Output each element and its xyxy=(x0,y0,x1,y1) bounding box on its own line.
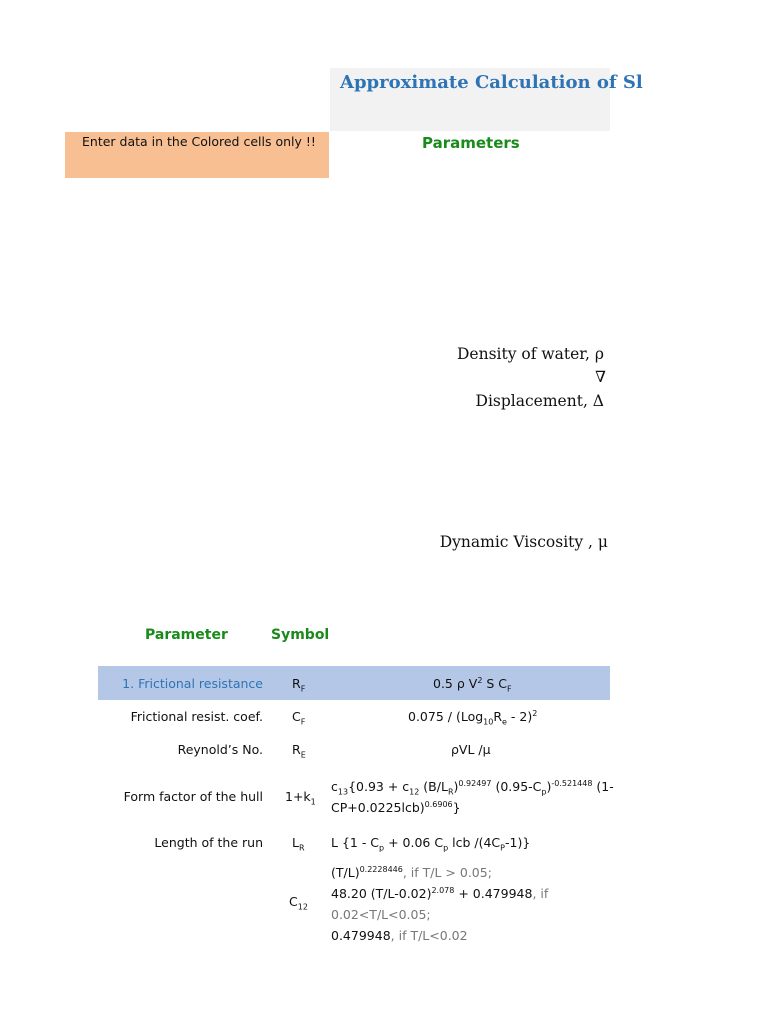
row-label-reynolds: Reynold’s No. xyxy=(177,742,263,757)
formula-lr: L {$1 - C_p + 0.06$ $C_p$ lcb $/(4C_P-1)$} xyxy=(331,835,531,853)
title-band xyxy=(330,68,643,131)
sheet-title: Approximate Calculation of Sl xyxy=(340,72,643,93)
formula-cf: $0.075 / (Log_{10}R_e - 2)^2$ xyxy=(408,708,538,727)
symbol-cf: $C_F$ xyxy=(292,709,306,727)
nabla-label: ∇ xyxy=(595,368,606,386)
symbol-rf: $R_F$ xyxy=(292,676,306,694)
displacement-label: Displacement, Δ xyxy=(475,392,604,410)
formula-form-factor: $c_{13}\{0.93 + c_{12}$ $(B/L_R)^{0.92497}$ $(0.95-C_p)^{-0.521448}$ (1- CP+0.0225lcb)$^{0.6906}$} xyxy=(331,778,614,815)
parameters-heading: Parameters xyxy=(422,134,520,152)
symbol-c12: $C_{12}$ xyxy=(289,894,308,912)
row-label-frictional-resistance: 1. Frictional resistance xyxy=(122,676,263,691)
row-label-form-factor: Form factor of the hull xyxy=(123,789,263,804)
viscosity-label: Dynamic Viscosity , μ xyxy=(439,533,608,551)
row-label-frictional-coef: Frictional resist. coef. xyxy=(130,709,263,724)
symbol-re: $R_E$ xyxy=(292,742,306,760)
row-label-length-run: Length of the run xyxy=(154,835,263,850)
input-instruction-note[interactable]: Enter data in the Colored cells only !! xyxy=(65,132,329,178)
symbol-lr: $L_R$ xyxy=(292,835,305,853)
formula-c12: $(T/L)^{0.2228446}$, if T/L > 0.05; 48.20 $(T/L-0.02)^{2.078} + 0.479948$, if 0.02<T/L<0.05; 0.479948, if T/L<0.02 xyxy=(331,864,549,943)
density-label: Density of water, ρ xyxy=(457,345,604,363)
symbol-form-factor: $1+k_1$ xyxy=(285,789,316,807)
formula-re: ρVL /μ xyxy=(451,742,491,757)
formula-rf: 0.5 ρ $V^2$ S $C_F$ xyxy=(433,675,512,694)
symbol-column-header: Symbol xyxy=(271,627,330,643)
parameter-column-header: Parameter xyxy=(145,627,228,643)
